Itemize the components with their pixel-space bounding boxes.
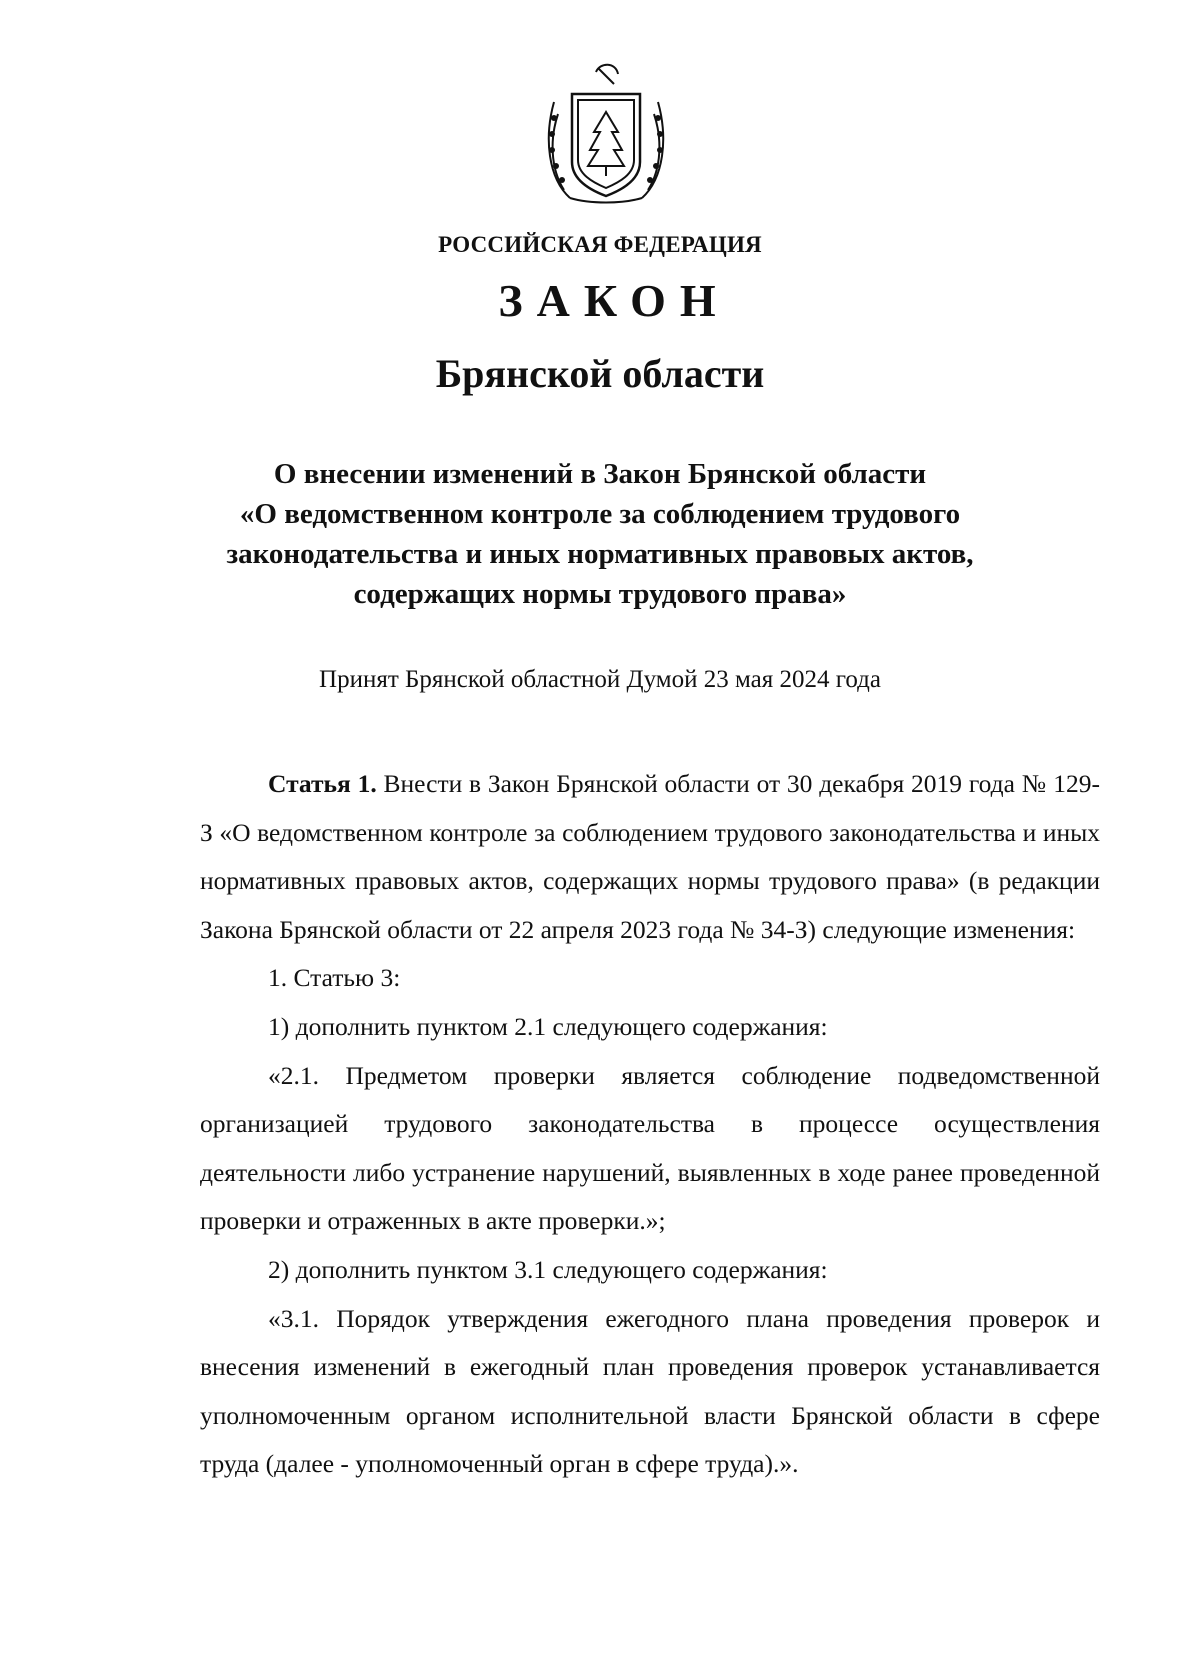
article-label: Статья 1. [268, 769, 377, 798]
federation-heading: РОССИЙСКАЯ ФЕДЕРАЦИЯ [438, 232, 762, 257]
coat-of-arms-emblem [540, 58, 672, 206]
list-item: «2.1. Предметом проверки является соблюдение подведомственной организацией трудового законодательства в процессе осуществления деятельности либо устранение нарушений, выявленных в ходе ранее проведенной проверки и отраженных в акте проверки.»; [200, 1060, 1100, 1236]
law-title-line: содержащих нормы трудового права» [353, 578, 847, 610]
law-title-line: законодательства и иных нормативных правовых актов, [226, 538, 974, 570]
adoption-note: Принят Брянской областной Думой 23 мая 2024 года [319, 666, 881, 693]
law-heading: ЗАКОН [498, 275, 730, 326]
region-heading: Брянской области [435, 351, 765, 396]
list-item: «3.1. Порядок утверждения ежегодного плана проведения проверок и внесения изменений в ежегодный план проведения проверок устанавливается уполномоченным органом исполнительной власти Брянской области в сфере труда (далее - уполномоченный орган в сфере труда).». [200, 1303, 1100, 1479]
article-text: Внести в Закон Брянской области от 30 декабря 2019 года № 129-З «О ведомственном контроле за соблюдением трудового законодательства и иных нормативных правовых актов, содержащих нормы трудового права» (в редакции Закона Брянской области от 22 апреля 2023 года № 34-З) следующие изменения: [200, 769, 1100, 944]
law-title [0, 454, 1200, 614]
law-body [200, 760, 1100, 1489]
list-item: 1) дополнить пунктом 2.1 следующего содержания: [268, 1011, 828, 1041]
list-item: 1. Статью 3: [268, 963, 401, 993]
law-title-line: «О ведомственном контроле за соблюдением трудового [239, 498, 961, 530]
article-paragraph [200, 760, 1100, 954]
list-item: 2) дополнить пунктом 3.1 следующего содержания: [268, 1254, 828, 1284]
law-title-line: О внесении изменений в Закон Брянской области [273, 458, 927, 490]
